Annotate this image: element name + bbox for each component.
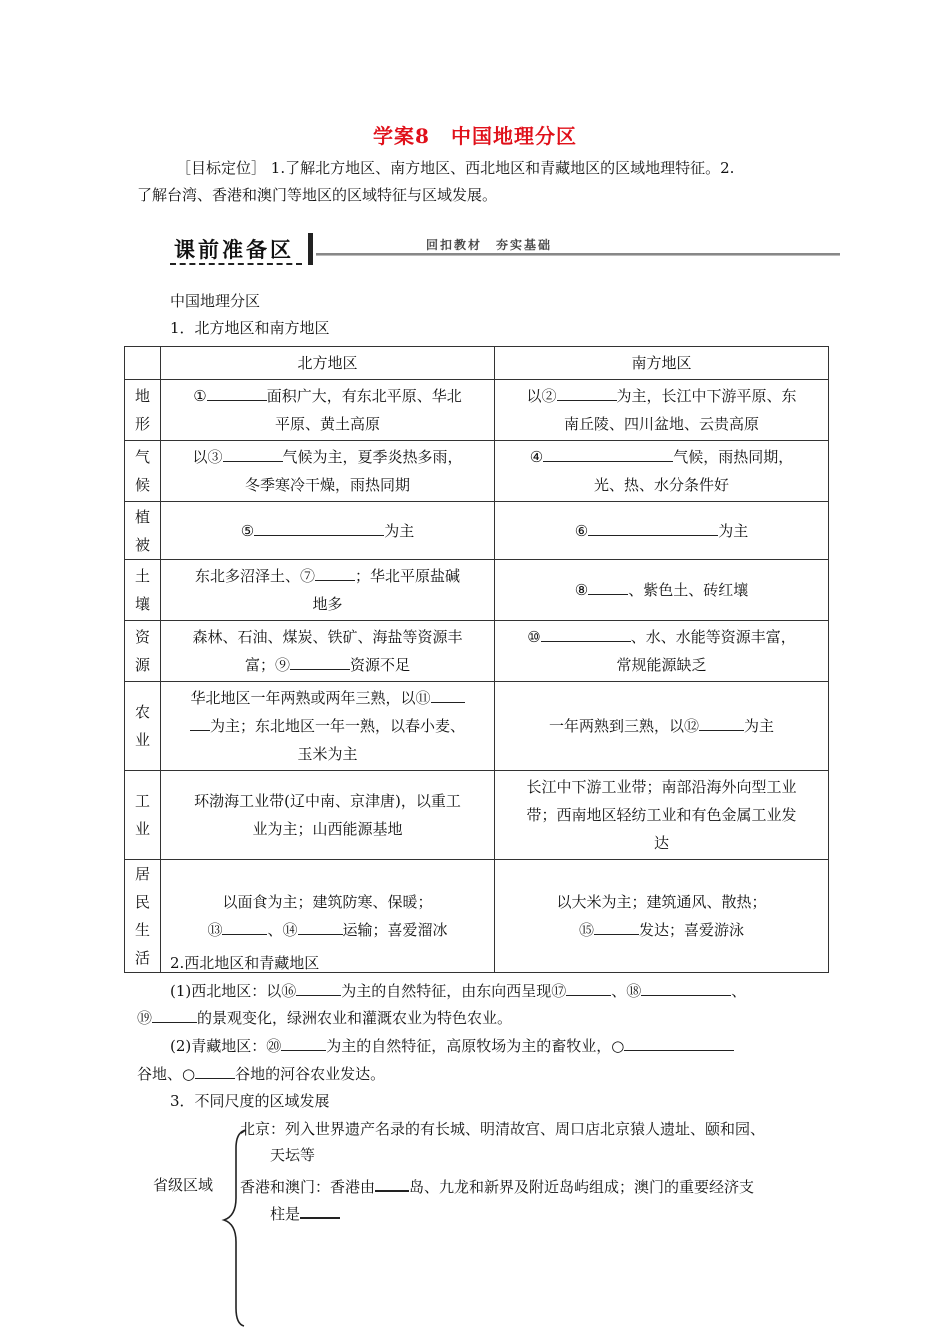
header-south: 南方地区 <box>495 347 829 380</box>
fill-blank[interactable] <box>543 443 673 462</box>
north-cell: 东北多沼泽土、⑦ ；华北平原盐碱 地多 <box>161 560 495 621</box>
table-row <box>125 621 829 682</box>
table-row <box>125 502 829 560</box>
fill-blank[interactable] <box>222 916 267 935</box>
fill-blank[interactable] <box>588 576 628 595</box>
goal-line-1 <box>176 155 856 181</box>
qinghai-line-1: (2)青藏地区：⑳ 为主的自然特征，高原牧场为主的畜牧业，○ <box>170 1032 734 1059</box>
south-cell: ④ 气候，雨热同期， 光、热、水分条件好 <box>495 441 829 502</box>
fill-blank[interactable] <box>300 1199 340 1219</box>
header-empty-cell <box>125 347 161 380</box>
beijing-line-2: 天坛等 <box>270 1146 316 1164</box>
row-label: 土 壤 <box>125 560 161 621</box>
section-divider <box>308 233 313 265</box>
row-label: 资 源 <box>125 621 161 682</box>
row-label: 植 被 <box>125 502 161 560</box>
north-cell: 华北地区一年两熟或两年三熟，以⑪ 为主；东北地区一年一熟，以春小麦、 玉米为主 <box>161 682 495 771</box>
north-cell: ⑤ 为主 <box>161 502 495 560</box>
fill-blank[interactable] <box>207 382 267 401</box>
curly-brace-icon <box>210 1128 250 1328</box>
south-cell: 以大米为主；建筑通风、散热； ⑮ 发达；喜爱游泳 <box>495 860 829 973</box>
south-cell: 一年两熟到三熟，以⑫ 为主 <box>495 682 829 771</box>
south-cell: 长江中下游工业带；南部沿海外向型工业 带；西南地区轻纺工业和有色金属工业发 达 <box>495 771 829 860</box>
section-header <box>170 230 840 270</box>
northwest-line-2: ⑲ 的景观变化，绿洲农业和灌溉农业为特色农业。 <box>137 1004 512 1031</box>
fill-blank[interactable] <box>223 443 283 462</box>
part2-heading: 2.西北地区和青藏地区 <box>170 954 320 972</box>
qinghai-line-2: 谷地、○ 谷地的河谷农业发达。 <box>137 1060 385 1087</box>
table-row <box>125 682 829 771</box>
beijing-line-1: 北京：列入世界遗产名录的有长城、明清故宫、周口店北京猿人遗址、颐和园、 <box>240 1120 766 1138</box>
northwest-line-1: (1)西北地区：以⑯ 为主的自然特征，由东向西呈现⑰ 、⑱ 、 <box>170 977 746 1004</box>
fill-blank[interactable] <box>541 623 631 642</box>
page-title: 学案8 中国地理分区 <box>373 124 577 148</box>
row-label: 居 民 生 活 <box>125 860 161 973</box>
north-cell: ① 面积广大，有东北平原、华北 平原、黄土高原 <box>161 380 495 441</box>
hongkong-line-1: 香港和澳门：香港由 岛、九龙和新界及附近岛屿组成；澳门的重要经济支 <box>240 1172 754 1200</box>
goal-line-2: 了解台湾、香港和澳门等地区的区域特征与区域发展。 <box>137 186 498 204</box>
table-header-row <box>125 347 829 380</box>
hongkong-line-2: 柱是 <box>270 1199 340 1227</box>
intro-text: 中国地理分区 <box>170 292 261 310</box>
fill-blank[interactable] <box>566 977 611 996</box>
table-row <box>125 380 829 441</box>
south-cell: ⑥ 为主 <box>495 502 829 560</box>
fill-blank[interactable] <box>281 1032 326 1051</box>
part3-heading: 3．不同尺度的区域发展 <box>170 1092 330 1110</box>
province-label: 省级区域 <box>153 1176 214 1194</box>
fill-blank[interactable] <box>641 977 731 996</box>
north-cell: 以③ 气候为主，夏季炎热多雨， 冬季寒冷干燥，雨热同期 <box>161 441 495 502</box>
fill-blank[interactable] <box>296 977 341 996</box>
section-rule <box>316 253 840 256</box>
goal-label: ［目标定位］ <box>176 159 267 177</box>
fill-blank[interactable] <box>624 1032 734 1051</box>
fill-blank[interactable] <box>298 916 343 935</box>
row-label: 气 候 <box>125 441 161 502</box>
table-row <box>125 771 829 860</box>
part1-heading: 1．北方地区和南方地区 <box>170 319 330 337</box>
fill-blank-cont[interactable] <box>190 712 210 731</box>
fill-blank[interactable] <box>375 1172 409 1192</box>
fill-blank[interactable] <box>594 916 639 935</box>
fill-blank[interactable] <box>557 382 617 401</box>
fill-blank[interactable] <box>254 517 384 536</box>
fill-blank[interactable] <box>290 651 350 670</box>
fill-blank[interactable] <box>699 712 744 731</box>
goal-text-1: 1.了解北方地区、南方地区、西北地区和青藏地区的区域地理特征。2. <box>270 159 735 177</box>
north-south-table <box>124 346 829 973</box>
row-label: 地 形 <box>125 380 161 441</box>
south-cell: 以② 为主，长江中下游平原、东 南丘陵、四川盆地、云贵高原 <box>495 380 829 441</box>
row-label: 农 业 <box>125 682 161 771</box>
fill-blank[interactable] <box>588 517 718 536</box>
fill-blank[interactable] <box>152 1004 197 1023</box>
row-label: 工 业 <box>125 771 161 860</box>
south-cell: ⑩ 、水、水能等资源丰富， 常规能源缺乏 <box>495 621 829 682</box>
fill-blank[interactable] <box>431 684 465 703</box>
north-cell: 森林、石油、煤炭、铁矿、海盐等资源丰 富；⑨ 资源不足 <box>161 621 495 682</box>
north-cell: 环渤海工业带(辽中南、京津唐)，以重工 业为主；山西能源基地 <box>161 771 495 860</box>
section-subtitle: 回扣教材 夯实基础 <box>426 238 553 252</box>
table-row <box>125 441 829 502</box>
fill-blank[interactable] <box>315 562 355 581</box>
north-cell: 以面食为主；建筑防寒、保暖； ⑬ 、⑭ 运输；喜爱溜冰 <box>161 860 495 973</box>
fill-blank[interactable] <box>195 1060 235 1079</box>
table-row <box>125 560 829 621</box>
south-cell: ⑧ 、紫色土、砖红壤 <box>495 560 829 621</box>
section-underline <box>170 263 302 265</box>
section-title: 课前准备区 <box>174 238 294 262</box>
header-north: 北方地区 <box>161 347 495 380</box>
